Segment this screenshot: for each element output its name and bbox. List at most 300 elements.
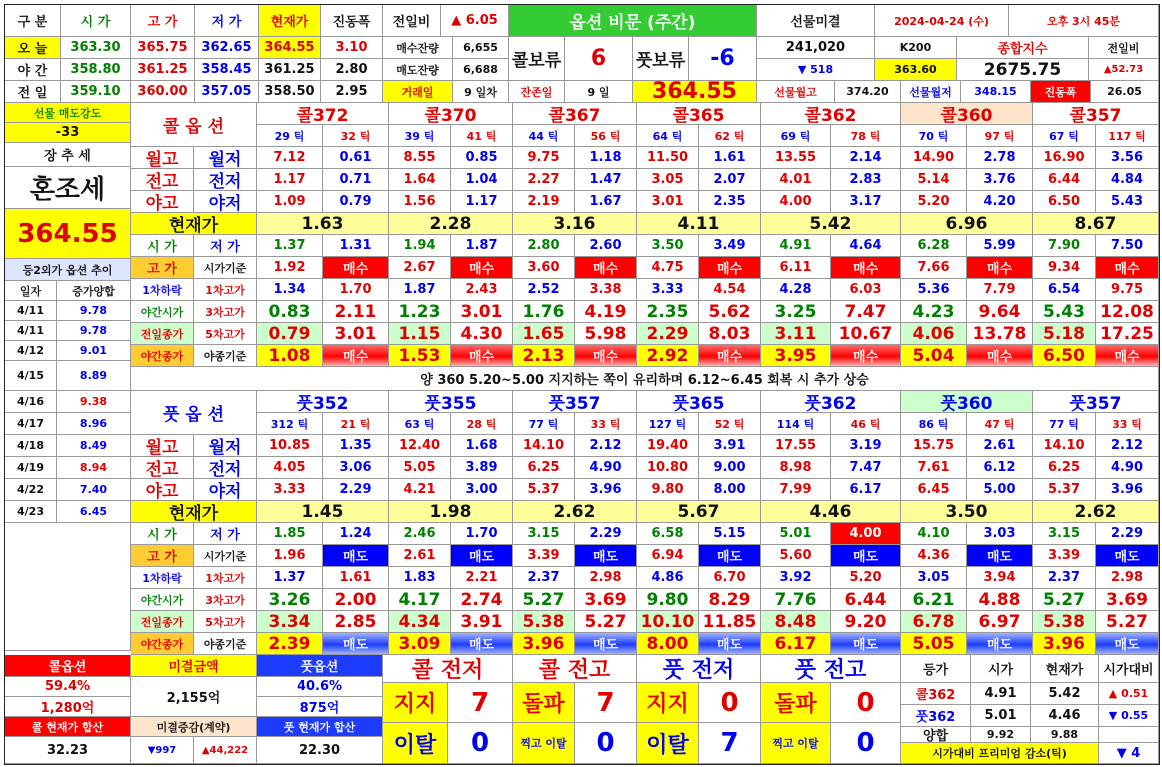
- futures-low: 357.05: [195, 81, 259, 103]
- strike-name: 콜372: [257, 103, 389, 125]
- put-hold-value: -6: [689, 37, 757, 81]
- footer-put-label: 풋옵션: [257, 655, 383, 677]
- tick-right: 41 틱: [451, 125, 513, 147]
- signal-badge-2[interactable]: 매수: [451, 345, 513, 367]
- level2b: 6.44: [831, 589, 901, 611]
- tick-left: 77 틱: [1033, 413, 1096, 435]
- call-hold-label: 콜보류: [509, 37, 565, 81]
- level2: 4.23: [901, 301, 967, 323]
- level3: 4.06: [901, 323, 967, 345]
- current-price: 5.42: [761, 213, 901, 235]
- row-label: 월고: [131, 147, 194, 169]
- level1: 2.37: [1033, 567, 1096, 589]
- monthly-high: 17.55: [761, 435, 831, 457]
- date-header: 일자: [5, 281, 57, 301]
- remain-value: 9 일: [565, 81, 633, 103]
- level2b: 2.11: [323, 301, 389, 323]
- level1b: 5.20: [831, 567, 901, 589]
- monthly-low: 3.56: [1096, 147, 1159, 169]
- prev-high: 4.05: [257, 457, 323, 479]
- level2: 0.83: [257, 301, 323, 323]
- prev-low: 6.12: [967, 457, 1033, 479]
- col-header: 현재가: [259, 5, 321, 37]
- premium-label: 시가대비 프리미엄 감소(틱): [901, 743, 1099, 764]
- trend-value: 9.01: [57, 341, 131, 361]
- current-price: 6.96: [901, 213, 1033, 235]
- tick-left: 77 틱: [513, 413, 575, 435]
- level3b: 5.27: [1096, 611, 1159, 633]
- put-sum-value: 22.30: [257, 737, 383, 764]
- strike-name: 풋355: [389, 391, 513, 413]
- tick-right: 78 틱: [831, 125, 901, 147]
- lv3b-label: 5차고가: [194, 611, 257, 633]
- low-price: 5.99: [967, 235, 1033, 257]
- monthly-low: 2.78: [967, 147, 1033, 169]
- monthly-high: 9.75: [513, 147, 575, 169]
- level4: 1.08: [257, 345, 323, 367]
- prev-high: 5.14: [901, 169, 967, 191]
- k200-value: 363.60: [875, 59, 957, 81]
- signal-badge-2[interactable]: 매도: [699, 633, 761, 655]
- footer-call-pct: 59.4%: [5, 677, 131, 697]
- prev-high: 7.61: [901, 457, 967, 479]
- signal-badge[interactable]: 매도: [831, 545, 901, 567]
- side-note: 등2외가 옵션 추이: [5, 259, 131, 281]
- signal-badge[interactable]: 매도: [451, 545, 513, 567]
- low-price: 2.29: [575, 523, 637, 545]
- level3b: 8.03: [699, 323, 761, 345]
- level1b: 3.38: [575, 279, 637, 301]
- level2b: 12.08: [1096, 301, 1159, 323]
- monthly-low: 1.68: [451, 435, 513, 457]
- footer-call-amt: 1,280억: [5, 697, 131, 717]
- level1b: 3.94: [967, 567, 1033, 589]
- level1: 4.28: [761, 279, 831, 301]
- support-b-value: 0: [448, 723, 513, 764]
- level1: 1.83: [389, 567, 451, 589]
- row-label: 전고: [131, 169, 194, 191]
- signal-badge-2[interactable]: 매수: [699, 345, 761, 367]
- prev-low: 2.83: [831, 169, 901, 191]
- signal-badge[interactable]: 매수: [967, 257, 1033, 279]
- prev-high: 3.05: [637, 169, 699, 191]
- level1: 2.37: [513, 567, 575, 589]
- tick-left: 312 틱: [257, 413, 323, 435]
- low-price: 4.64: [831, 235, 901, 257]
- oi-chg-label: 미결증감(계약): [131, 717, 257, 737]
- level4: 3.96: [1033, 633, 1096, 655]
- support-title: 풋 전저: [637, 655, 761, 683]
- level3: 10.10: [637, 611, 699, 633]
- row-label: 전저: [194, 169, 257, 191]
- level1b: 1.70: [323, 279, 389, 301]
- side-price: 364.55: [5, 209, 131, 259]
- signal-badge-2[interactable]: 매수: [831, 345, 901, 367]
- support-b-label: 이탈: [383, 723, 448, 764]
- time-display: 오후 3시 45분: [1009, 5, 1159, 37]
- strike-name: 풋362: [761, 391, 901, 413]
- level3: 5.18: [1033, 323, 1096, 345]
- open-price: 5.01: [761, 523, 831, 545]
- lv1-label: 1차하락: [131, 567, 194, 589]
- signal-badge[interactable]: 매도: [699, 545, 761, 567]
- open-price: 3.15: [513, 523, 575, 545]
- level2: 5.43: [1033, 301, 1096, 323]
- signal-badge[interactable]: 매수: [1096, 257, 1159, 279]
- trend-date: 4/23: [5, 501, 57, 523]
- futures-open: 358.80: [61, 59, 131, 81]
- level2b: 4.19: [575, 301, 637, 323]
- monthly-high: 14.10: [513, 435, 575, 457]
- current-label: 현재가: [131, 213, 257, 235]
- low-price: 4.00: [831, 523, 901, 545]
- level1b: 1.61: [323, 567, 389, 589]
- high-price: 6.11: [761, 257, 831, 279]
- strike-name: 콜362: [761, 103, 901, 125]
- support-b-value: 7: [699, 723, 761, 764]
- put-sum-label: 풋 현재가 합산: [257, 717, 383, 737]
- level4: 3.96: [513, 633, 575, 655]
- level4: 6.50: [1033, 345, 1096, 367]
- oi-down: ▼997: [131, 737, 194, 764]
- lv4-label: 야간종가: [131, 345, 194, 367]
- call-title: 콜 옵 션: [131, 103, 257, 147]
- prev-high: 6.25: [1033, 457, 1096, 479]
- trend-date: 4/16: [5, 391, 57, 413]
- signal-badge[interactable]: 매도: [575, 545, 637, 567]
- strike-name: 풋357: [513, 391, 637, 413]
- level2: 1.23: [389, 301, 451, 323]
- lv4b-label: 야종기준: [194, 345, 257, 367]
- futures-cur: 358.50: [259, 81, 321, 103]
- put-hold-label: 풋보류: [633, 37, 689, 81]
- level1: 1.34: [257, 279, 323, 301]
- col-header: 전일비: [383, 5, 441, 37]
- monthly-low: 2.12: [575, 435, 637, 457]
- prev-low: 1.47: [575, 169, 637, 191]
- prev-low: 4.90: [575, 457, 637, 479]
- open-price: 6.28: [901, 235, 967, 257]
- support-a-value: 0: [831, 683, 901, 723]
- tick-left: 114 틱: [761, 413, 831, 435]
- current-price: 3.16: [513, 213, 637, 235]
- level3b: 10.67: [831, 323, 901, 345]
- trend-date: 4/15: [5, 361, 57, 391]
- option-board: [4, 4, 1160, 765]
- col-header: 구 분: [5, 5, 61, 37]
- open-price: 4.91: [761, 235, 831, 257]
- tick-right: 32 틱: [323, 125, 389, 147]
- call-hold-value: 6: [565, 37, 633, 81]
- monthly-low: 1.61: [699, 147, 761, 169]
- footer-call-label: 콜옵션: [5, 655, 131, 677]
- signal-badge[interactable]: 매수: [699, 257, 761, 279]
- futures-side-label: 매수잔량: [383, 37, 453, 59]
- tick-left: 86 틱: [901, 413, 967, 435]
- signal-badge-2[interactable]: 매도: [1096, 633, 1159, 655]
- futures-cur: 364.55: [259, 37, 321, 59]
- monthly-high: 11.50: [637, 147, 699, 169]
- strike-name: 콜357: [1033, 103, 1159, 125]
- level1b: 7.79: [967, 279, 1033, 301]
- futures-side-label: 매도잔량: [383, 59, 453, 81]
- level3b: 4.30: [451, 323, 513, 345]
- trend-label: 장 추 세: [5, 143, 131, 167]
- eq-hdr-a: 등가: [901, 655, 971, 683]
- trend-value: 6.45: [57, 501, 131, 523]
- futures-open: 359.10: [61, 81, 131, 103]
- eq-r3-a: 양합: [901, 727, 971, 743]
- level4: 2.92: [637, 345, 699, 367]
- low-price: 7.50: [1096, 235, 1159, 257]
- col-header: 저 가: [195, 5, 259, 37]
- tick-left: 69 틱: [761, 125, 831, 147]
- high-price: 3.39: [513, 545, 575, 567]
- signal-badge-2[interactable]: 매수: [323, 345, 389, 367]
- prev-high: 1.17: [257, 169, 323, 191]
- night-low: 5.43: [1096, 191, 1159, 213]
- level4: 2.39: [257, 633, 323, 655]
- oi-value: 241,020: [757, 37, 875, 59]
- support-b-label: 찍고 이탈: [513, 723, 575, 764]
- row-label: 야저: [194, 191, 257, 213]
- tick-left: 39 틱: [389, 125, 451, 147]
- signal-badge[interactable]: 매수: [451, 257, 513, 279]
- level4: 8.00: [637, 633, 699, 655]
- futures-low: 362.65: [195, 37, 259, 59]
- level1: 3.33: [637, 279, 699, 301]
- signal-badge-2[interactable]: 매도: [575, 633, 637, 655]
- memo-line: 양 360 5.20~5.00 지지하는 쪽이 유리하며 6.12~6.45 회복 시 추가 상승: [131, 367, 1159, 391]
- trend-value: 혼조세: [5, 167, 131, 209]
- prev-low: 0.71: [323, 169, 389, 191]
- current-price: 4.46: [761, 501, 901, 523]
- high-price: 3.60: [513, 257, 575, 279]
- night-high: 2.19: [513, 191, 575, 213]
- eq-r1-b: 4.91: [971, 683, 1031, 705]
- trend-date: 4/11: [5, 321, 57, 341]
- night-low: 1.17: [451, 191, 513, 213]
- low-price: 3.03: [967, 523, 1033, 545]
- level2b: 5.62: [699, 301, 761, 323]
- futures-label: 야 간: [5, 59, 61, 81]
- prev-high: 4.01: [761, 169, 831, 191]
- support-b-label: 이탈: [637, 723, 699, 764]
- open-price: 3.50: [637, 235, 699, 257]
- strike-name: 콜367: [513, 103, 637, 125]
- month-high-value: 374.20: [835, 81, 901, 103]
- futures-label: 오 늘: [5, 37, 61, 59]
- open-price: 1.94: [389, 235, 451, 257]
- current-price: 8.67: [1033, 213, 1159, 235]
- monthly-low: 2.61: [967, 435, 1033, 457]
- signal-badge-2[interactable]: 매도: [323, 633, 389, 655]
- low-price: 1.70: [451, 523, 513, 545]
- futures-range: 3.10: [321, 37, 383, 59]
- tick-right: 33 틱: [575, 413, 637, 435]
- signal-badge[interactable]: 매도: [1096, 545, 1159, 567]
- monthly-low: 0.85: [451, 147, 513, 169]
- month-range-label: 진동폭: [1031, 81, 1091, 103]
- level4: 1.53: [389, 345, 451, 367]
- current-price: 4.11: [637, 213, 761, 235]
- row-label: 월고: [131, 435, 194, 457]
- prev-low: 7.47: [831, 457, 901, 479]
- current-price: 2.62: [1033, 501, 1159, 523]
- tick-right: 47 틱: [967, 413, 1033, 435]
- current-label: 현재가: [131, 501, 257, 523]
- level4: 5.05: [901, 633, 967, 655]
- level1b: 2.43: [451, 279, 513, 301]
- monthly-low: 3.91: [699, 435, 761, 457]
- support-title: 풋 전고: [761, 655, 901, 683]
- prev-high: 10.80: [637, 457, 699, 479]
- high-price: 7.66: [901, 257, 967, 279]
- eq-r3-b: 9.92: [971, 727, 1031, 743]
- level2b: 3.69: [1096, 589, 1159, 611]
- futures-label: 전 일: [5, 81, 61, 103]
- prev-high: 6.25: [513, 457, 575, 479]
- eq-r2-d: ▼ 0.55: [1099, 705, 1159, 727]
- change-indicator: ▲ 6.05: [441, 5, 509, 37]
- signal-badge-2[interactable]: 매수: [575, 345, 637, 367]
- level1: 3.92: [761, 567, 831, 589]
- futures-range: 2.80: [321, 59, 383, 81]
- night-high: 3.33: [257, 479, 323, 501]
- trend-value: 8.89: [57, 361, 131, 391]
- support-a-label: 돌파: [513, 683, 575, 723]
- row-label: 월저: [194, 147, 257, 169]
- open-price: 1.85: [257, 523, 323, 545]
- level3: 5.38: [1033, 611, 1096, 633]
- level3: 4.34: [389, 611, 451, 633]
- low-price: 5.15: [699, 523, 761, 545]
- night-high: 1.09: [257, 191, 323, 213]
- base-label: 시가기준: [194, 545, 257, 567]
- monthly-high: 13.55: [761, 147, 831, 169]
- signal-badge[interactable]: 매수: [323, 257, 389, 279]
- date-display: 2024-04-24 (수): [875, 5, 1009, 37]
- trend-value: 9.78: [57, 321, 131, 341]
- level1: 2.52: [513, 279, 575, 301]
- footer-oi-label: 미결금액: [131, 655, 257, 677]
- high-label: 고 가: [131, 257, 194, 279]
- open-price: 3.15: [1033, 523, 1096, 545]
- level3b: 9.20: [831, 611, 901, 633]
- level2: 3.25: [761, 301, 831, 323]
- month-low-label: 선물월저: [901, 81, 961, 103]
- monthly-high: 8.55: [389, 147, 451, 169]
- support-a-value: 7: [575, 683, 637, 723]
- monthly-high: 14.10: [1033, 435, 1096, 457]
- level1: 3.05: [901, 567, 967, 589]
- index-value: 2675.75: [957, 59, 1089, 81]
- tick-left: 44 틱: [513, 125, 575, 147]
- high-price: 2.61: [389, 545, 451, 567]
- tick-left: 127 틱: [637, 413, 699, 435]
- night-low: 8.00: [699, 479, 761, 501]
- tick-right: 97 틱: [967, 125, 1033, 147]
- current-price: 1.45: [257, 501, 389, 523]
- eq-r1-c: 5.42: [1031, 683, 1099, 705]
- level3b: 13.78: [967, 323, 1033, 345]
- futures-side-value: 6,688: [453, 59, 509, 81]
- signal-badge[interactable]: 매도: [323, 545, 389, 567]
- support-a-value: 0: [699, 683, 761, 723]
- col-header: 고 가: [131, 5, 195, 37]
- signal-badge-2[interactable]: 매도: [451, 633, 513, 655]
- monthly-high: 10.85: [257, 435, 323, 457]
- signal-badge[interactable]: 매수: [831, 257, 901, 279]
- level3: 8.48: [761, 611, 831, 633]
- k200-label: K200: [875, 37, 957, 59]
- strike-name: 콜370: [389, 103, 513, 125]
- current-price: 5.67: [637, 501, 761, 523]
- prev-low: 4.84: [1096, 169, 1159, 191]
- level3b: 3.91: [451, 611, 513, 633]
- tick-left: 29 틱: [257, 125, 323, 147]
- tick-right: 46 틱: [831, 413, 901, 435]
- monthly-low: 2.14: [831, 147, 901, 169]
- row-label: 야저: [194, 479, 257, 501]
- dod-value: ▲52.73: [1089, 59, 1159, 81]
- monthly-high: 19.40: [637, 435, 699, 457]
- lv4b-label: 야종기준: [194, 633, 257, 655]
- trend-value: 8.49: [57, 435, 131, 457]
- level2: 5.27: [513, 589, 575, 611]
- level1: 1.87: [389, 279, 451, 301]
- level2b: 2.74: [451, 589, 513, 611]
- signal-badge-2[interactable]: 매도: [967, 633, 1033, 655]
- night-high: 5.20: [901, 191, 967, 213]
- level2b: 8.29: [699, 589, 761, 611]
- night-low: 2.29: [323, 479, 389, 501]
- signal-badge-2[interactable]: 매수: [967, 345, 1033, 367]
- night-high: 5.37: [1033, 479, 1096, 501]
- trend-value: 7.40: [57, 479, 131, 501]
- prev-low: 2.07: [699, 169, 761, 191]
- prev-high: 1.64: [389, 169, 451, 191]
- level2: 2.35: [637, 301, 699, 323]
- level2b: 7.47: [831, 301, 901, 323]
- high-price: 1.96: [257, 545, 323, 567]
- night-high: 6.50: [1033, 191, 1096, 213]
- support-title: 콜 전고: [513, 655, 637, 683]
- futures-oi-title: 선물미결: [757, 5, 875, 37]
- level3: 5.38: [513, 611, 575, 633]
- low-price: 2.60: [575, 235, 637, 257]
- trend-date: 4/22: [5, 479, 57, 501]
- level3b: 17.25: [1096, 323, 1159, 345]
- eq-hdr-d: 시가대비: [1099, 655, 1159, 683]
- support-b-label: 찍고 이탈: [761, 723, 831, 764]
- level3: 3.34: [257, 611, 323, 633]
- level2: 4.17: [389, 589, 451, 611]
- eq-r1-d: ▲ 0.51: [1099, 683, 1159, 705]
- monthly-low: 1.18: [575, 147, 637, 169]
- lv3-label: 전일종가: [131, 323, 194, 345]
- signal-badge[interactable]: 매수: [575, 257, 637, 279]
- put-title: 풋 옵 션: [131, 391, 257, 435]
- signal-badge[interactable]: 매도: [967, 545, 1033, 567]
- signal-badge-2[interactable]: 매도: [831, 633, 901, 655]
- night-high: 3.01: [637, 191, 699, 213]
- prev-high: 2.27: [513, 169, 575, 191]
- futures-side-value: 6,655: [453, 37, 509, 59]
- signal-badge-2[interactable]: 매수: [1096, 345, 1159, 367]
- footer-oi-amt: 2,155억: [131, 677, 257, 717]
- level3b: 5.98: [575, 323, 637, 345]
